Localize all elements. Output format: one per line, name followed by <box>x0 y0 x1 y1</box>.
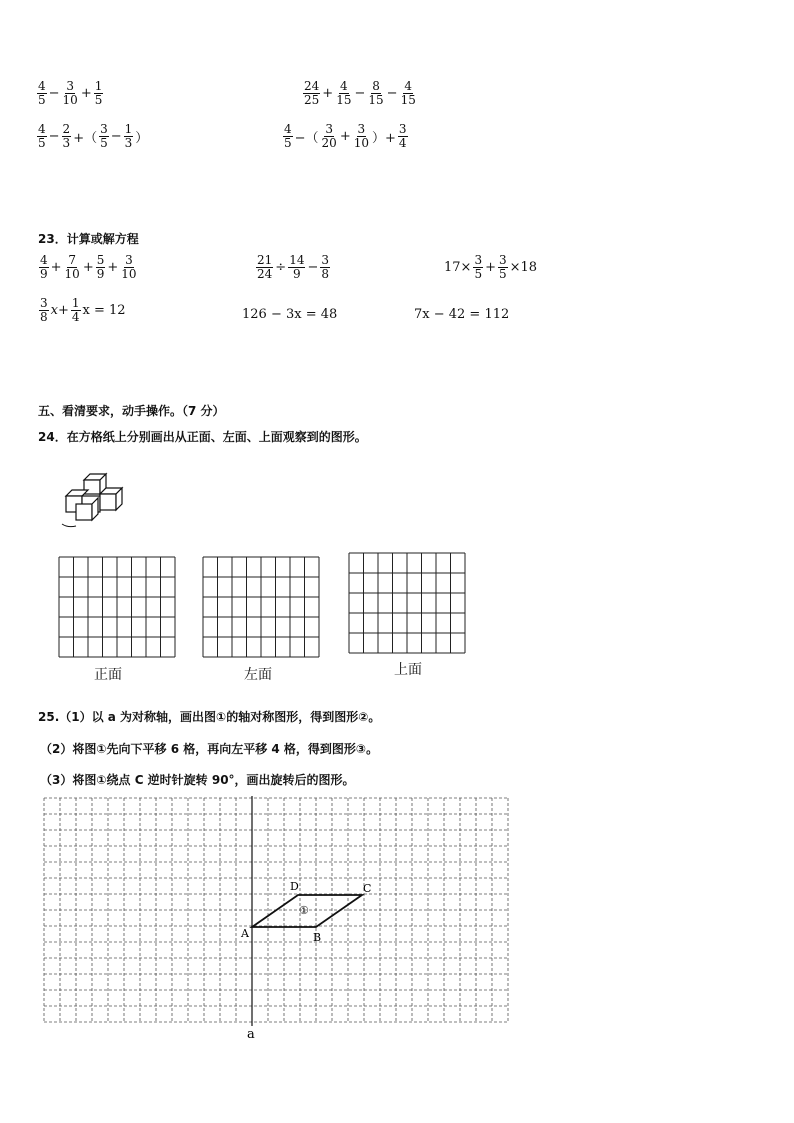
grid-top[interactable] <box>348 552 466 654</box>
fraction: $\frac{3}{20}$ <box>321 122 337 150</box>
fraction: $\frac{1}{3}$ <box>124 122 133 150</box>
q23-expr3: 17× $\frac{3}{5}$ + $\frac{3}{5}$ ×18 <box>444 253 538 281</box>
fraction: $\frac{4}{5}$ <box>38 122 46 150</box>
fraction: $\frac{5}{9}$ <box>96 253 105 281</box>
fraction: $\frac{4}{15}$ <box>400 79 416 107</box>
fraction: $\frac{3}{5}$ <box>474 253 483 281</box>
axis-a-label: a <box>247 1027 255 1042</box>
fraction: $\frac{4}{5}$ <box>38 79 46 107</box>
q25-line2: （2）将图①先向下平移 6 格，再向左平移 4 格，得到图形③。 <box>40 742 379 756</box>
fraction: $\frac{4}{9}$ <box>40 253 48 281</box>
fraction: $\frac{3}{5}$ <box>498 253 507 281</box>
q25-line3: （3）将图①绕点 C 逆时针旋转 90°，画出旋转后的图形。 <box>40 773 355 787</box>
label-top: 上面 <box>394 662 422 678</box>
calc-row2-left: $\frac{4}{5}$ − $\frac{2}{3}$ +（ $\frac{3}{5}$ − $\frac{1}{3}$ ） <box>38 122 149 150</box>
fraction: $\frac{14}{9}$ <box>289 253 305 281</box>
grid-left[interactable] <box>202 556 320 658</box>
cube-stack-figure <box>58 470 128 530</box>
fraction: $\frac{7}{10}$ <box>64 253 80 281</box>
grid-front[interactable] <box>58 556 176 658</box>
fraction: $\frac{2}{3}$ <box>62 122 71 150</box>
fraction: $\frac{8}{15}$ <box>368 79 384 107</box>
q25-line1: 25.（1）以 a 为对称轴，画出图①的轴对称图形，得到图形②。 <box>38 710 381 724</box>
fraction: $\frac{3}{5}$ <box>100 122 108 150</box>
fraction: $\frac{3}{4}$ <box>398 122 407 150</box>
fraction: $\frac{3}{10}$ <box>62 79 78 107</box>
q24-heading: 24．在方格纸上分别画出从正面、左面、上面观察到的图形。 <box>38 430 367 444</box>
transform-grid[interactable] <box>40 796 510 1046</box>
fraction: $\frac{3}{10}$ <box>353 122 370 150</box>
fraction: $\frac{3}{8}$ <box>40 296 48 324</box>
fraction: $\frac{21}{24}$ <box>257 253 273 281</box>
fraction: $\frac{3}{8}$ <box>321 253 330 281</box>
point-a-label: A <box>241 927 249 940</box>
point-d-label: D <box>290 880 299 893</box>
q23-expr5: 126 − 3x = 48 <box>242 307 338 322</box>
q23-heading: 23．计算或解方程 <box>38 232 139 246</box>
fraction: $\frac{24}{25}$ <box>304 79 320 107</box>
q23-expr2: $\frac{21}{24}$ ÷ $\frac{14}{9}$ − $\frac{3}{8}$ <box>257 253 330 281</box>
point-c-label: C <box>363 882 372 895</box>
label-front: 正面 <box>94 667 122 683</box>
fraction: $\frac{3}{10}$ <box>121 253 137 281</box>
calc-row1-right: $\frac{24}{25}$ + $\frac{4}{15}$ − $\frac{8}{15}$ − $\frac{4}{15}$ <box>304 79 416 107</box>
fraction: $\frac{1}{4}$ <box>71 296 80 324</box>
fraction: $\frac{1}{5}$ <box>94 79 103 107</box>
fraction: $\frac{4}{5}$ <box>284 122 292 150</box>
calc-row1-left: $\frac{4}{5}$ − $\frac{3}{10}$ + $\frac{1}{5}$ <box>38 79 103 107</box>
point-b-label: B <box>313 931 322 944</box>
q23-expr6: 7x − 42 = 112 <box>414 307 510 322</box>
fraction: $\frac{4}{15}$ <box>336 79 352 107</box>
calc-row2-right: $\frac{4}{5}$ −（ $\frac{3}{20}$ + $\frac{3}{10}$ ）+ $\frac{3}{4}$ <box>284 122 407 150</box>
q23-expr4: $\frac{3}{8}$ x+ $\frac{1}{4}$ x = 12 <box>40 296 126 324</box>
q23-expr1: $\frac{4}{9}$ + $\frac{7}{10}$ + $\frac{5}{9}$ + $\frac{3}{10}$ <box>40 253 137 281</box>
shape-1-label: ① <box>299 904 309 917</box>
label-left: 左面 <box>244 667 272 683</box>
section5-heading: 五、看清要求，动手操作。（7 分） <box>38 404 225 418</box>
